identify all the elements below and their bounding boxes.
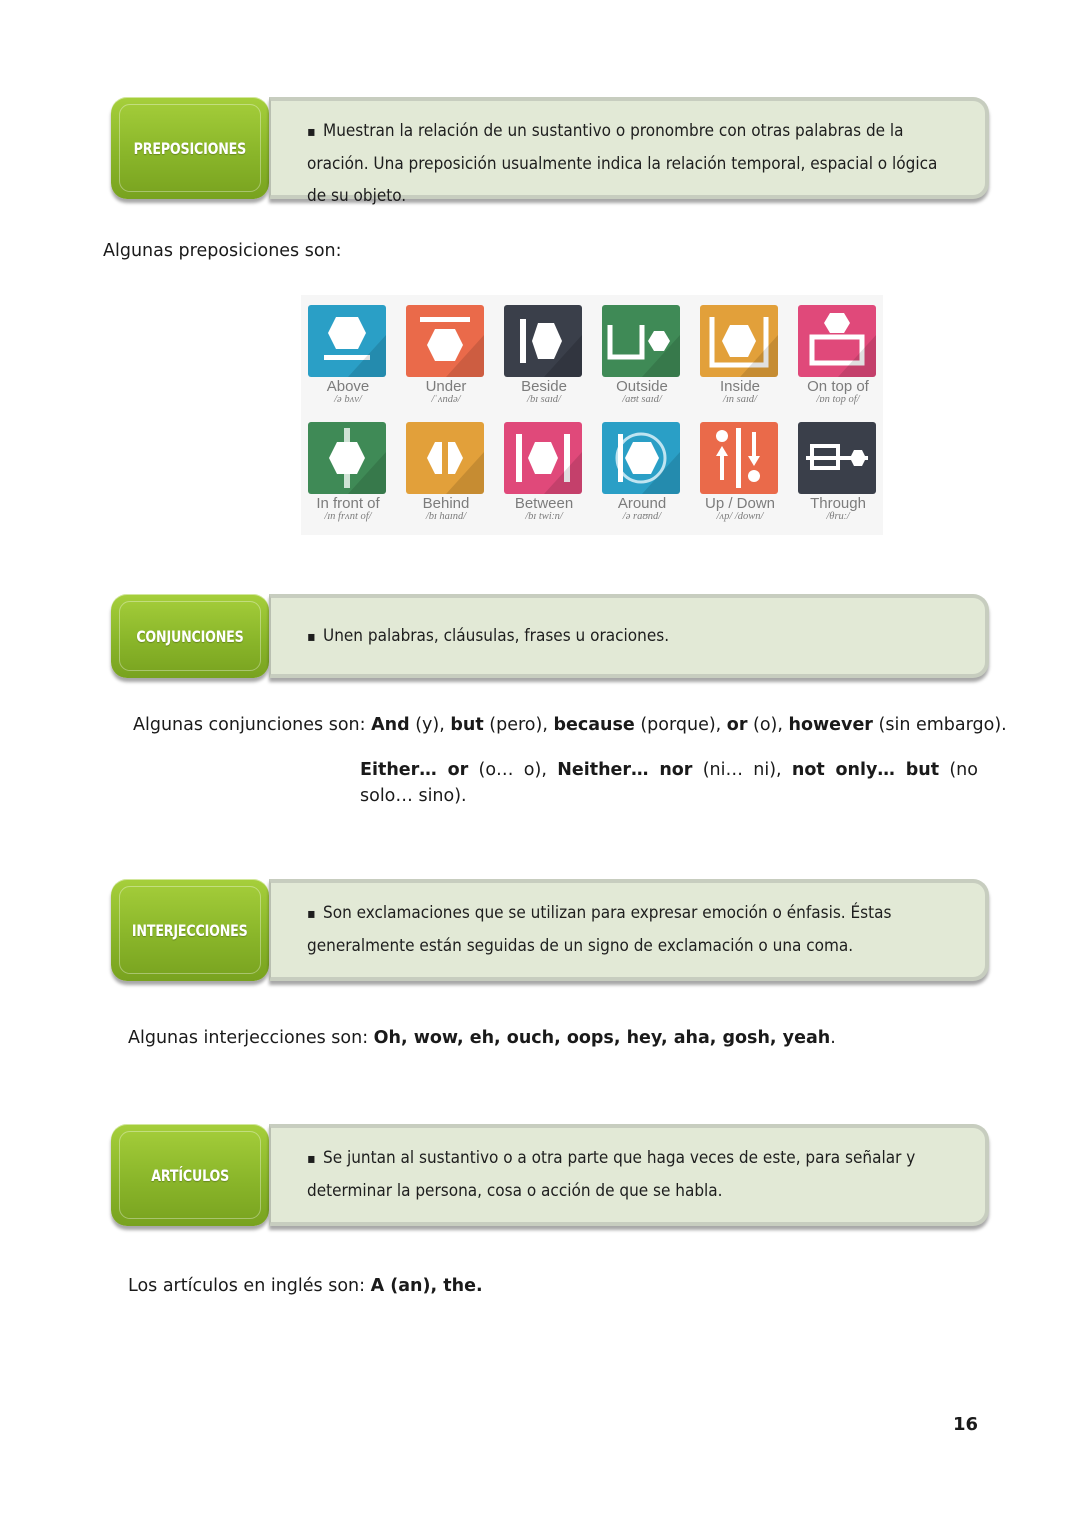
articulos-examples: Los artículos en inglés son: A (an), the.: [128, 1276, 483, 1296]
definition-conjunciones: Unen palabras, cláusulas, frases u oraciones.: [323, 626, 670, 646]
preposition-under: Under /ˈʌndə/: [406, 295, 486, 405]
section-preposiciones: [111, 97, 989, 206]
interjecciones-examples: Algunas interjecciones son: Oh, wow, eh, ouch, oops, hey, aha, gosh, yeah.: [128, 1028, 836, 1048]
tag-interjecciones: INTERJECCIONES: [111, 879, 269, 981]
beside-icon: [504, 305, 582, 377]
through-icon: [798, 422, 876, 494]
preposition-on-top-of: On top of /ɒn top of/: [798, 295, 878, 405]
definition-interjecciones: Son exclamaciones que se utilizan para expresar emoción o énfasis. Éstas generalmente están seguidas de un signo de exclamación o una coma.: [307, 903, 892, 956]
inside-icon: [700, 305, 778, 377]
around-icon: [602, 422, 680, 494]
preposiciones-intro: Algunas preposiciones son:: [103, 241, 342, 261]
prepositions-chart: [301, 295, 883, 535]
preposition-through: Through /θruː/: [798, 412, 878, 522]
preposition-around: Around /ə raʊnd/: [602, 412, 682, 522]
tag-preposiciones: PREPOSICIONES: [111, 97, 269, 199]
page-number: 16: [952, 1414, 978, 1435]
conjunciones-examples-line2: Either… or (o… o), Neither… nor (ni… ni), not only… but (no solo… sino).: [360, 760, 978, 806]
tag-articulos: ARTÍCULOS: [111, 1124, 269, 1226]
definition-box-preposiciones: ▪ Muestran la relación de un sustantivo o pronombre con otras palabras de la oración. Una preposición usualmente indica la relación temporal, espacial o lógica de su objeto.: [269, 97, 989, 199]
definition-articulos: Se juntan al sustantivo o a otra parte que haga veces de este, para señalar y determinar la persona, cosa o acción de que se habla.: [307, 1148, 916, 1201]
definition-box-articulos: ▪ Se juntan al sustantivo o a otra parte que haga veces de este, para señalar y determinar la persona, cosa o acción de que se habla.: [269, 1124, 989, 1226]
preposition-outside: Outside /aʊt saɪd/: [602, 295, 682, 405]
section-articulos: [111, 1124, 989, 1226]
preposition-inside: Inside /ɪn saɪd/: [700, 295, 780, 405]
in-front-of-icon: [308, 422, 386, 494]
conjunciones-examples-line1: Algunas conjunciones son: And (y), but (pero), because (porque), or (o), however (sin embargo).: [133, 715, 1007, 735]
up-down-icon: [700, 422, 778, 494]
definition-preposiciones: Muestran la relación de un sustantivo o pronombre con otras palabras de la oración. Una preposición usualmente indica la relación temporal, espacial o lógica de su objeto.: [307, 121, 938, 206]
preposition-behind: Behind /bɪ haɪnd/: [406, 412, 486, 522]
section-interjecciones: [111, 879, 989, 981]
under-icon: [406, 305, 484, 377]
between-icon: [504, 422, 582, 494]
outside-icon: [602, 305, 680, 377]
preposition-in-front-of: In front of /ɪn frʌnt of/: [308, 412, 388, 522]
preposition-up-down: Up / Down /ʌp/ /down/: [700, 412, 780, 522]
section-conjunciones: [111, 594, 989, 678]
preposition-above: Above /ə bʌv/: [308, 295, 388, 405]
behind-icon: [406, 422, 484, 494]
above-icon: [308, 305, 386, 377]
definition-box-interjecciones: ▪ Son exclamaciones que se utilizan para expresar emoción o énfasis. Éstas generalmente están seguidas de un signo de exclamación o una coma.: [269, 879, 989, 981]
preposition-between: Between /bɪ twiːn/: [504, 412, 584, 522]
preposition-beside: Beside /bɪ saɪd/: [504, 295, 584, 405]
definition-box-conjunciones: ▪ Unen palabras, cláusulas, frases u oraciones.: [269, 594, 989, 678]
tag-conjunciones: CONJUNCIONES: [111, 594, 269, 678]
on-top-of-icon: [798, 305, 876, 377]
